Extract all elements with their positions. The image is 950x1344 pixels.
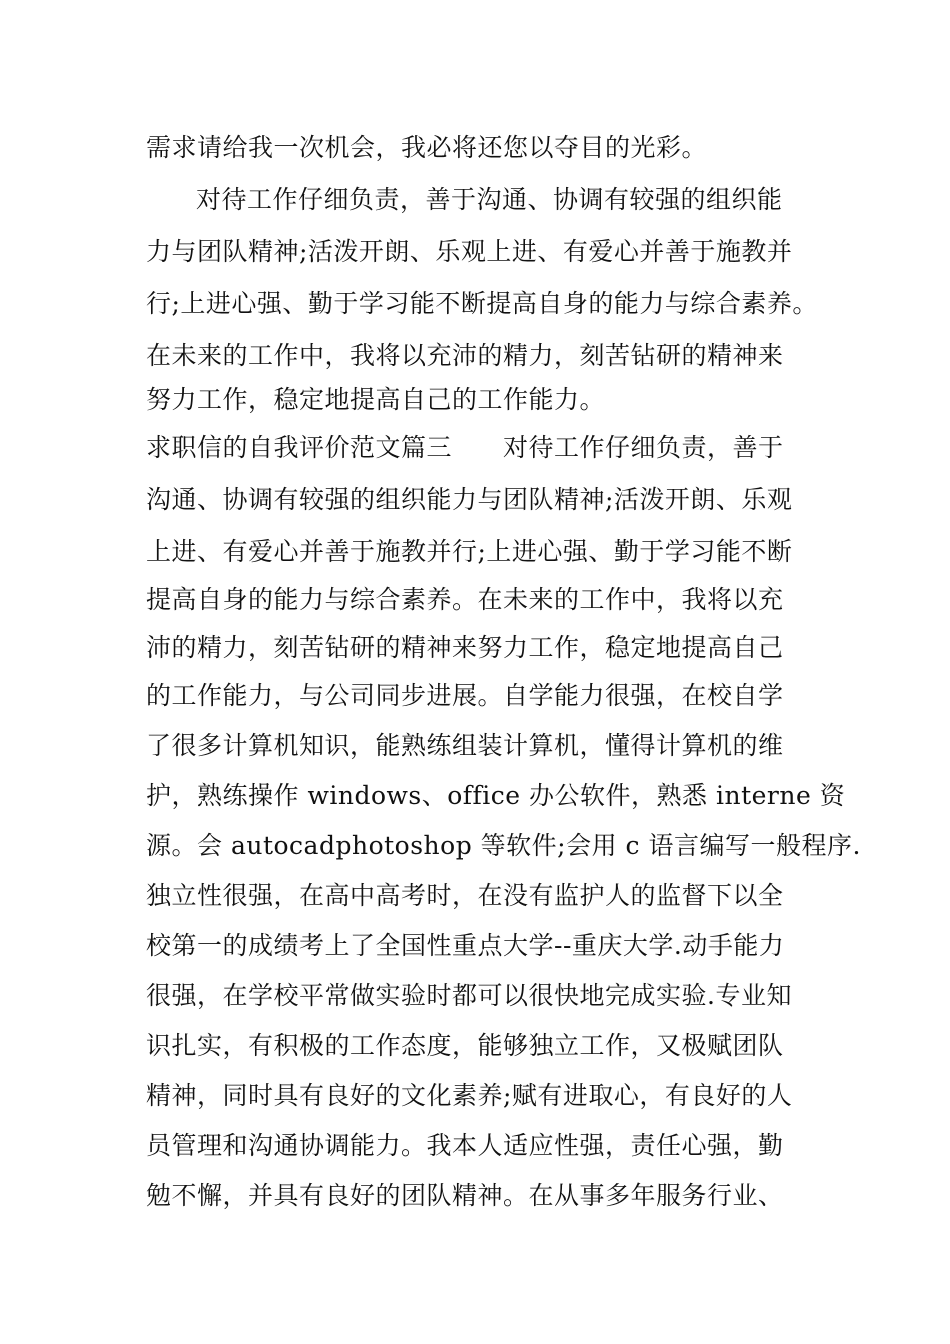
text-line: 沟通、协调有较强的组织能力与团队精神;活泼开朗、乐观	[146, 485, 793, 514]
text-line: 努力工作，稳定地提高自己的工作能力。	[146, 385, 606, 414]
text-line: 源。会 autocadphotoshop 等软件;会用 c 语言编写一般程序.	[146, 831, 861, 860]
text-line: 很强，在学校平常做实验时都可以很快地完成实验.专业知	[146, 981, 792, 1010]
text-line: 校第一的成绩考上了全国性重点大学--重庆大学.动手能力	[146, 931, 785, 960]
text-line: 独立性很强，在高中高考时，在没有监护人的监督下以全	[146, 881, 784, 910]
text-line: 精神，同时具有良好的文化素养;赋有进取心，有良好的人	[146, 1081, 793, 1110]
section-heading-line: 求职信的自我评价范文篇三 对待工作仔细负责，善于	[146, 433, 784, 462]
text-line: 行;上进心强、勤于学习能不断提高自身的能力与综合素养。	[146, 289, 818, 318]
text-line: 需求请给我一次机会，我必将还您以夺目的光彩。	[146, 133, 708, 162]
text-line: 沛的精力，刻苦钻研的精神来努力工作，稳定地提高自己	[146, 633, 784, 662]
text-line: 上进、有爱心并善于施教并行;上进心强、勤于学习能不断	[146, 537, 793, 566]
text-line: 护，熟练操作 windows、office 办公软件，熟悉 interne 资	[146, 781, 846, 810]
text-line: 在未来的工作中，我将以充沛的精力，刻苦钻研的精神来	[146, 341, 784, 370]
text-line: 的工作能力，与公司同步进展。自学能力很强，在校自学	[146, 681, 784, 710]
text-line: 对待工作仔细负责，善于沟通、协调有较强的组织能	[196, 185, 783, 214]
text-line: 识扎实，有积极的工作态度，能够独立工作，又极赋团队	[146, 1031, 784, 1060]
text-line: 员管理和沟通协调能力。我本人适应性强，责任心强，勤	[146, 1131, 784, 1160]
text-line: 力与团队精神;活泼开朗、乐观上进、有爱心并善于施教并	[146, 237, 793, 266]
text-line: 了很多计算机知识，能熟练组装计算机，懂得计算机的维	[146, 731, 784, 760]
text-line: 提高自身的能力与综合素养。在未来的工作中，我将以充	[146, 585, 784, 614]
text-line: 勉不懈，并具有良好的团队精神。在从事多年服务行业、	[146, 1181, 784, 1210]
